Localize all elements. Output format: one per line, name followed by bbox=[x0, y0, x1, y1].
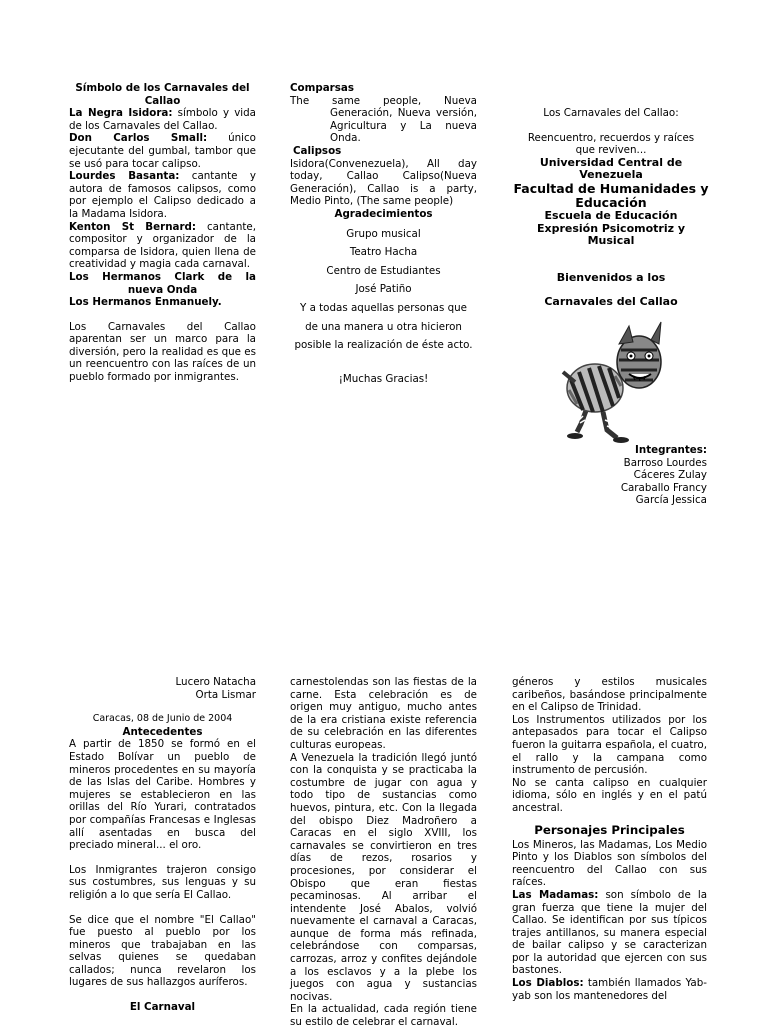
member-name: Lucero Natacha bbox=[175, 676, 256, 688]
cover-title: Los Carnavales del Callao: bbox=[543, 107, 679, 119]
personajes-column bbox=[512, 676, 707, 1002]
carnaval-paragraph: En la actualidad, cada región tiene su estilo de celebrar el carnaval. bbox=[290, 1003, 477, 1029]
calipsos-list: Isidora(Convenezuela), All day today, Callao Calipso(Nueva Generación), Callao is a party, Medio Pinto, (The same people) bbox=[290, 157, 477, 208]
thanks-line: Centro de Estudiantes bbox=[326, 264, 441, 277]
gracias: ¡Muchas Gracias! bbox=[338, 372, 429, 385]
members-block bbox=[560, 444, 707, 507]
member-name: Cáceres Zulay bbox=[633, 469, 707, 482]
calipso-paragraph: Los Instrumentos utilizados por los antepasados para tocar el Calipso fueron la guitarra española, el cuatro, el rallo y la campana como instrumento de percusión. bbox=[512, 713, 707, 777]
members-title: Integrantes: bbox=[635, 444, 707, 456]
diablos-text: también llamados Yab-yab son los mantenedores del bbox=[512, 977, 707, 1002]
hermanos-clark bbox=[69, 271, 256, 296]
agradecimientos-title: Agradecimientos bbox=[334, 207, 433, 220]
symbol-item bbox=[69, 221, 256, 271]
cover-subtitle-2: que reviven... bbox=[575, 144, 647, 157]
university: Universidad Central de Venezuela bbox=[539, 155, 683, 182]
school: Escuela de Educación bbox=[544, 208, 678, 222]
hermanos-enmanuely: Los Hermanos Enmanuely. bbox=[69, 296, 222, 309]
carnaval-paragraph: carnestolendas son las fiestas de la carne. Esta celebración es de origen muy antiguo, mucho antes de la era cristiana existe referencia de su celebración en las diferentes culturas europeas. bbox=[290, 676, 477, 751]
department: Expresión Psicomotriz y Musical bbox=[536, 221, 686, 248]
symbol-term: Lourdes Basanta: bbox=[69, 170, 180, 183]
symbol-item bbox=[69, 107, 256, 132]
antecedentes-paragraph: A partir de 1850 se formó en el Estado Bolívar un pueblo de mineros procedentes en su mayoría de las Islas del Caribe. Hombres y mujeres se establecieron en las orillas del Río Yurari, contratados por compañías Francesas e Inglesas allí asentadas en busca del preciado mineral... el oro. bbox=[69, 738, 256, 852]
thanks-line: Y a todas aquellas personas que bbox=[300, 301, 467, 314]
faculty: Facultad de Humanidades y Educación bbox=[513, 180, 709, 210]
symbols-title-line1: Símbolo de los Carnavales del bbox=[75, 82, 250, 94]
calipsos-title: Calipsos bbox=[293, 144, 342, 157]
comparsas-column bbox=[290, 82, 477, 385]
antecedentes-column bbox=[69, 676, 256, 1014]
symbol-text: símbolo y vida de los Carnavales del Callao. bbox=[69, 107, 256, 132]
carnaval-title: El Carnaval bbox=[129, 1001, 196, 1014]
diablo-illustration bbox=[555, 320, 667, 448]
cover-column bbox=[512, 107, 710, 309]
symbol-text: único ejecutante del gumbal, tambor que se usó para tocar calipso. bbox=[69, 132, 256, 170]
member-name: Caraballo Francy bbox=[620, 481, 707, 494]
antecedentes-title: Antecedentes bbox=[122, 725, 203, 738]
comparsas-list: Generación, Nueva versión, Agricultura y La nueva Onda. bbox=[330, 107, 477, 145]
madamas-text: son símbolo de la gran fuerza que tiene la mujer del Callao. Se identifican por sus típicos trajes antillanos, su manera especial de bailar calipso y se caracterizan por la autoridad que ejercen con sus bastones. bbox=[512, 888, 707, 977]
symbols-title-line2: Callao bbox=[144, 94, 181, 107]
symbol-item bbox=[69, 170, 256, 220]
carnaval-column bbox=[290, 676, 477, 1029]
hermanos-clark-line1: Los Hermanos Clark de la bbox=[69, 270, 256, 283]
antecedentes-paragraph: Se dice que el nombre "El Callao" fue puesto al pueblo por los mineros que trabajaban en las selvas quienes se quedaban callados; nunca revelaron los lugares de sus hallazgos auríferos. bbox=[69, 913, 256, 989]
symbol-text: cantante y autora de famosos calipsos, como por ejemplo el Calipso dedicado a la Madama Isidora. bbox=[69, 170, 256, 220]
welcome-line2: Carnavales del Callao bbox=[544, 295, 678, 309]
symbol-term: La Negra Isidora: bbox=[69, 107, 173, 120]
welcome-line1: Bienvenidos a los bbox=[556, 270, 666, 284]
comparsas-title: Comparsas bbox=[290, 82, 354, 94]
intro-paragraph: Los Carnavales del Callao aparentan ser un marco para la diversión, pero la realidad es que es un reencuentro con las raíces de un pueblo formado por inmigrantes. bbox=[69, 320, 256, 384]
member-name: Orta Lismar bbox=[195, 688, 256, 701]
member-name: Barroso Lourdes bbox=[623, 456, 707, 469]
diablos-paragraph bbox=[512, 977, 707, 1002]
diablos-term: Los Diablos: bbox=[512, 977, 584, 990]
member-name: García Jessica bbox=[635, 494, 707, 507]
carnaval-paragraph: A Venezuela la tradición llegó juntó con la conquista y se practicaba la costumbre de jugar con agua y todo tipo de sustancias como huevos, pintura, etc. Con la llegada del obispo Diez Madroñero a Caracas en el siglo XVIII, los carnavales se convirtieron en tres días de rezos, rosarios y procesiones, por considerar el Obispo que eran fiestas pecaminosas. Al arribar el intendente José Abalos, volvió nuevamente el carnaval a Caracas, aunque de forma más refinada, celebrándose con comparsas, carrozas, arroz y confites dejándole a los esclavos y a la plebe los juegos con agua y sustancias nocivas. bbox=[290, 751, 477, 1003]
thanks-line: posible la realización de éste acto. bbox=[294, 339, 473, 352]
cover-subtitle: Reencuentro, recuerdos y raíces bbox=[527, 131, 695, 144]
calipso-paragraph: géneros y estilos musicales caribeños, basándose principalmente en el Calipso de Trinidad. bbox=[512, 676, 707, 714]
thanks-line: José Patiño bbox=[355, 283, 412, 296]
personajes-title: Personajes Principales bbox=[534, 822, 685, 837]
madamas-term: Las Madamas: bbox=[512, 888, 599, 901]
hermanos-clark-line2: nueva Onda bbox=[127, 283, 198, 296]
symbols-title bbox=[69, 82, 256, 107]
thanks-line: de una manera u otra hicieron bbox=[305, 320, 462, 333]
date: Caracas, 08 de Junio de 2004 bbox=[92, 713, 233, 725]
madamas-paragraph bbox=[512, 889, 707, 977]
symbol-text: cantante, compositor y organizador de la comparsa de Isidora, quien llena de creatividad y magia cada carnaval. bbox=[69, 220, 257, 271]
symbol-term: Don Carlos Small: bbox=[69, 132, 208, 145]
personajes-paragraph: Los Mineros, las Madamas, Los Medio Pinto y los Diablos son símbolos del reencuentro del Callao con sus raíces. bbox=[512, 838, 707, 889]
calipso-paragraph: No se canta calipso en cualquier idioma, sólo en inglés y en el patú ancestral. bbox=[512, 776, 707, 814]
thanks-line: Grupo musical bbox=[346, 227, 421, 240]
symbol-item bbox=[69, 132, 256, 170]
antecedentes-paragraph: Los Inmigrantes trajeron consigo sus costumbres, sus lenguas y su religión a lo que sería El Callao. bbox=[69, 863, 256, 901]
comparsas-first-line: The same people, Nueva bbox=[290, 94, 477, 107]
symbols-column bbox=[69, 82, 256, 384]
thanks-line: Teatro Hacha bbox=[349, 246, 418, 259]
symbol-term: Kenton St Bernard: bbox=[69, 220, 197, 233]
